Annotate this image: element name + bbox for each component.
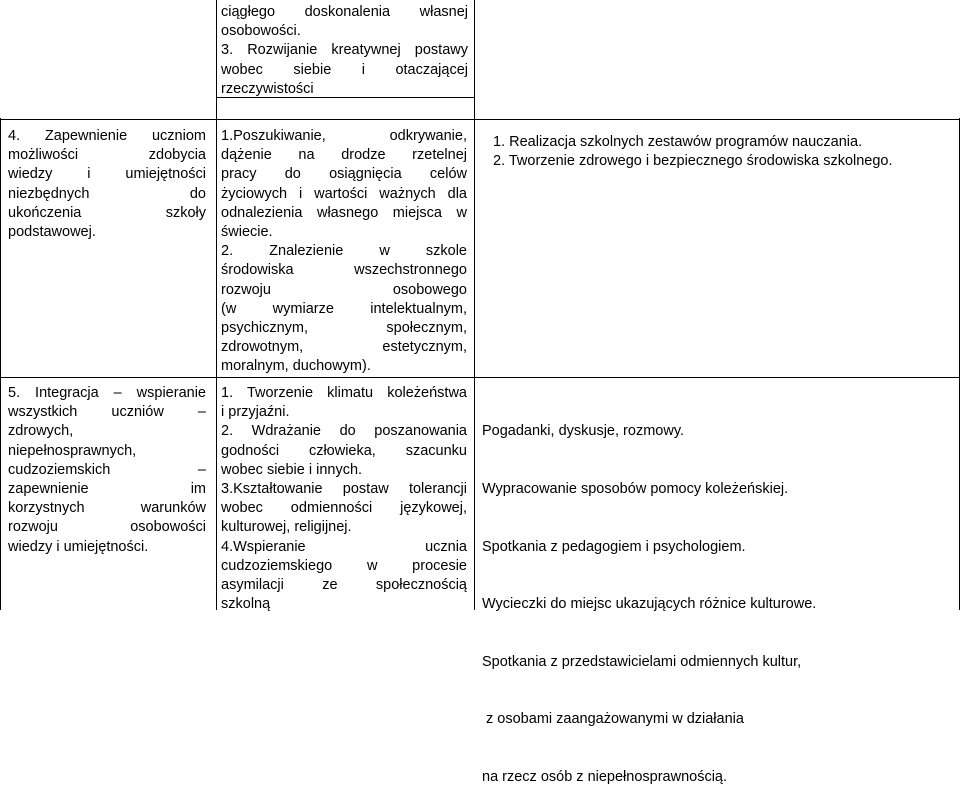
table-border-col1-left bbox=[0, 118, 1, 610]
text-line: korzystnych warunków bbox=[8, 500, 206, 517]
text-line: godności człowieka, szacunku bbox=[221, 442, 467, 459]
text-line: rozwoju osobowego bbox=[221, 281, 467, 298]
row5-methods-cell bbox=[482, 384, 952, 806]
top-row-col2-cell bbox=[221, 3, 468, 99]
text-line: wobec siebie i innych. bbox=[221, 461, 363, 478]
text-line: 2. Znalezienie w szkole bbox=[221, 243, 467, 260]
text-line: 3. Rozwijanie kreatywnej postawy bbox=[221, 42, 468, 59]
text-line: psychicznym, społecznym, bbox=[221, 320, 467, 337]
row4-tasks-cell bbox=[221, 127, 467, 377]
text-line: zdrowych, bbox=[8, 423, 74, 440]
text-line: Spotkania z przedstawicielami odmiennych kultur, bbox=[482, 653, 802, 670]
text-line: środowiska wszechstronnego bbox=[221, 262, 467, 279]
text-line: ukończenia szkoły bbox=[8, 204, 206, 221]
text-line: cudzoziemskich – bbox=[8, 461, 206, 478]
text-line: odnalezienia własnego miejsca w bbox=[221, 204, 467, 221]
text-line: kulturowej, religijnej. bbox=[221, 519, 352, 536]
text-line: wiedzy i umiejętności bbox=[8, 166, 206, 183]
text-line: podstawowej. bbox=[8, 224, 96, 241]
row5-goal-cell bbox=[8, 384, 206, 557]
table-border-col1-right bbox=[216, 0, 217, 610]
text-line: świecie. bbox=[221, 224, 273, 241]
text-line: Spotkania z pedagogiem i psychologiem. bbox=[482, 538, 746, 555]
row5-tasks-cell bbox=[221, 384, 467, 614]
text-line: (w wymiarze intelektualnym, bbox=[221, 300, 467, 317]
row4-goal-cell bbox=[8, 127, 206, 242]
text-line: dążenie na drodze rzetelnej bbox=[221, 147, 467, 164]
text-line: szkolną bbox=[221, 596, 271, 613]
text-line: niezbędnych do bbox=[8, 185, 206, 202]
text-line: 1.Poszukiwanie, odkrywanie, bbox=[221, 128, 467, 144]
text-line: i przyjaźni. bbox=[221, 404, 290, 421]
text-line: ciągłego doskonalenia własnej bbox=[221, 4, 468, 20]
text-line: 1. Realizacja szkolnych zestawów programów nauczania. bbox=[493, 134, 863, 150]
table-border-row5-top bbox=[0, 377, 960, 378]
text-line: pracy do osiągnięcia celów bbox=[221, 166, 467, 183]
text-line: na rzecz osób z niepełnosprawnością. bbox=[482, 769, 728, 786]
text-line: niepełnosprawnych, bbox=[8, 442, 137, 459]
text-line: możliwości zdobycia bbox=[8, 147, 206, 164]
row4-methods-cell bbox=[493, 133, 953, 171]
text-line: wiedzy i umiejętności. bbox=[8, 538, 149, 555]
text-line: wobec odmienności językowej, bbox=[221, 500, 467, 517]
text-line: osobowości. bbox=[221, 23, 301, 40]
text-line: rzeczywistości bbox=[221, 80, 314, 97]
text-line: rozwoju osobowości bbox=[8, 519, 206, 536]
text-line: życiowych i wartości ważnych dla bbox=[221, 185, 467, 202]
text-line: zdrowotnym, estetycznym, bbox=[221, 339, 467, 356]
text-line: 4.Wspieranie ucznia bbox=[221, 538, 467, 555]
text-line: 2. Wdrażanie do poszanowania bbox=[221, 423, 467, 440]
text-line: 2. Tworzenie zdrowego i bezpiecznego środowiska szkolnego. bbox=[493, 153, 893, 170]
text-line: wobec siebie i otaczającej bbox=[221, 61, 468, 78]
text-line: 4. Zapewnienie uczniom bbox=[8, 128, 206, 144]
text-line: Wycieczki do miejsc ukazujących różnice kulturowe. bbox=[482, 596, 817, 613]
text-line: Wypracowanie sposobów pomocy koleżeńskiej. bbox=[482, 481, 789, 498]
text-line: moralnym, duchowym). bbox=[221, 358, 371, 375]
text-line: wszystkich uczniów – bbox=[8, 404, 206, 421]
table-border-row4-top bbox=[0, 119, 960, 120]
text-line: zapewnienie im bbox=[8, 481, 206, 498]
text-line: asymilacji ze społecznością bbox=[221, 577, 467, 594]
text-line: 3.Kształtowanie postaw tolerancji bbox=[221, 481, 467, 498]
text-line: 5. Integracja – wspieranie bbox=[8, 385, 206, 401]
text-line: Pogadanki, dyskusje, rozmowy. bbox=[482, 423, 685, 440]
text-line: z osobami zaangażowanymi w działania bbox=[482, 711, 744, 728]
table-border-col2-right bbox=[474, 0, 475, 610]
text-line: cudzoziemskiego w procesie bbox=[221, 557, 467, 574]
text-line: 1. Tworzenie klimatu koleżeństwa bbox=[221, 385, 467, 401]
